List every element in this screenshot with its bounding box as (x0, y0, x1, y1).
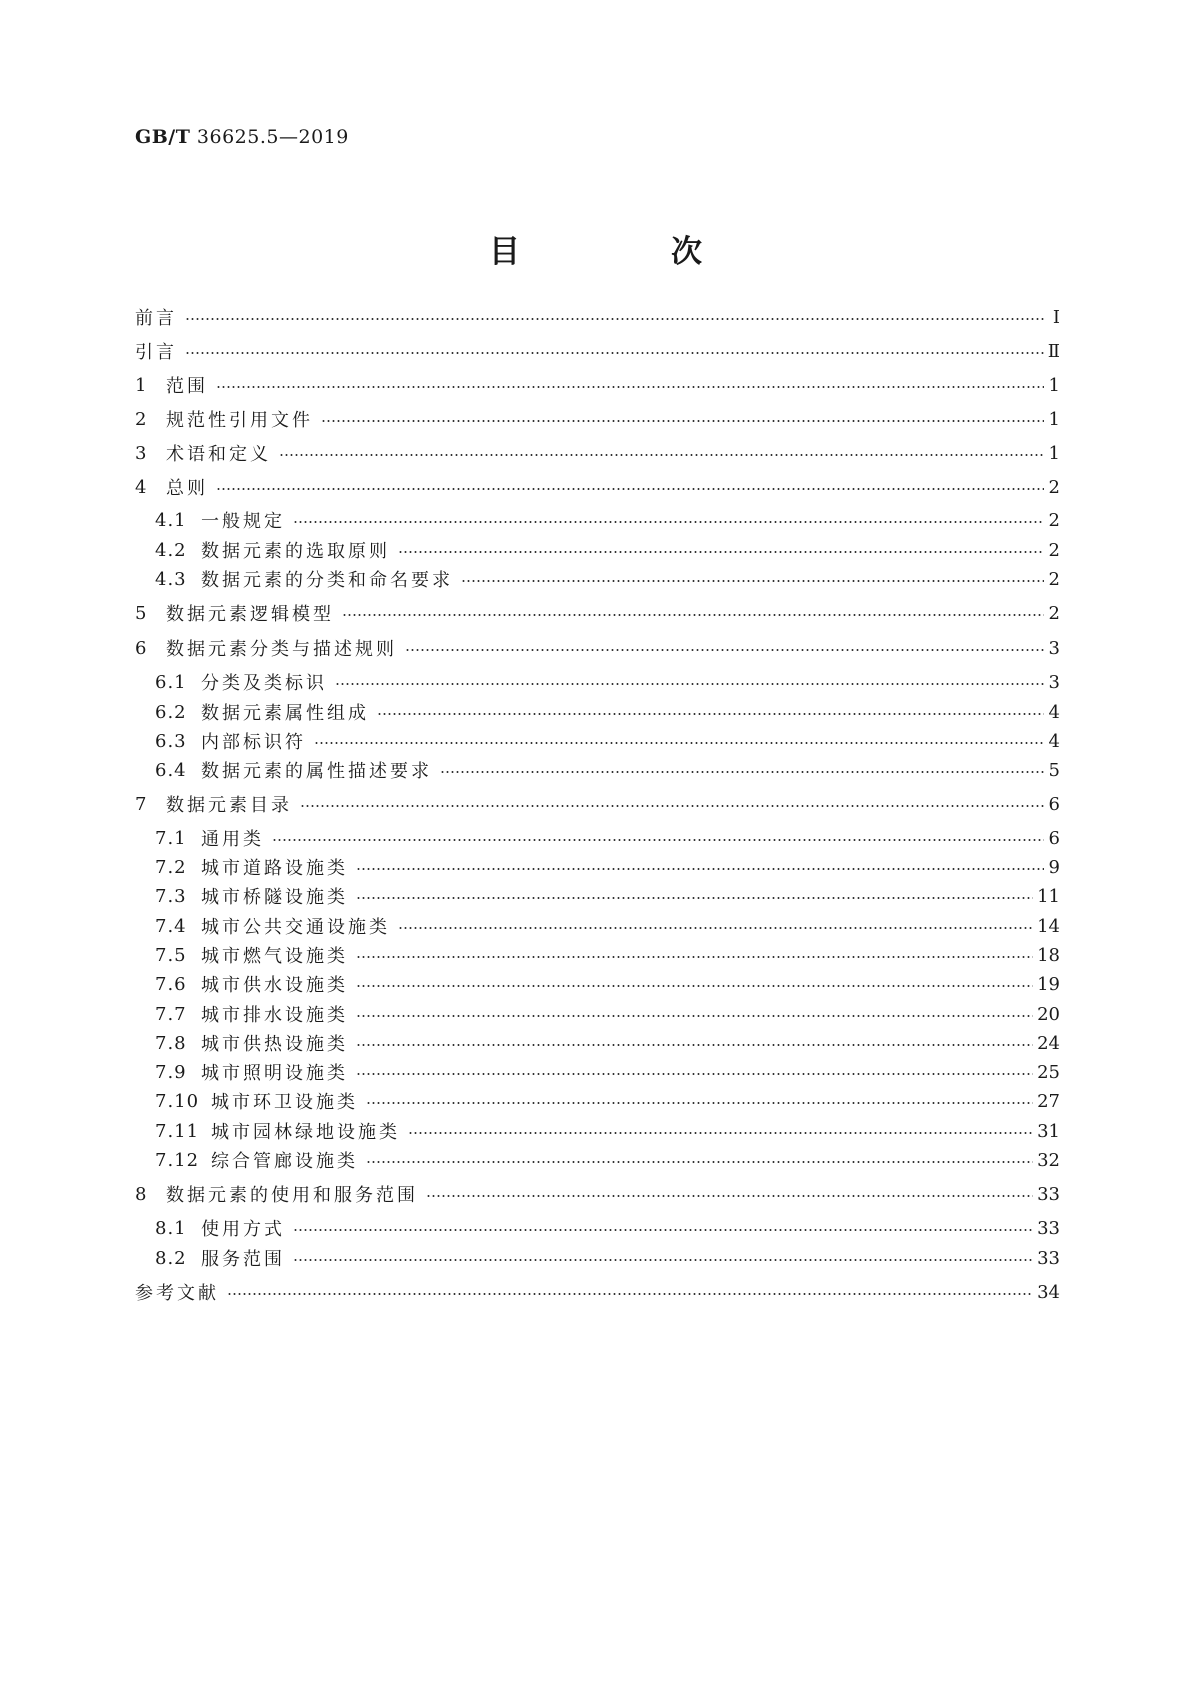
toc-entry-label: 数据元素目录 (166, 795, 292, 816)
toc-dot-leader (272, 839, 1044, 841)
toc-entry-label: 数据元素逻辑模型 (166, 604, 334, 625)
toc-entry-number: 7.5 (155, 944, 187, 966)
toc-entry-page: 33 (1037, 1183, 1060, 1205)
toc-entry-page: 2 (1048, 539, 1060, 561)
toc-entry-number: 5 (135, 602, 148, 624)
toc-entry-page: 3 (1048, 637, 1060, 659)
toc-entry-label: 城市供水设施类 (201, 975, 348, 996)
toc-dot-leader (342, 614, 1044, 616)
toc-entry-number: 7.11 (155, 1120, 200, 1142)
toc-entry-page: 33 (1037, 1247, 1060, 1269)
toc-entry-label: 城市环卫设施类 (211, 1092, 358, 1113)
toc-entry[interactable] (155, 564, 1060, 594)
toc-entry-page: 1 (1048, 408, 1060, 430)
toc-entry-number: 4.3 (155, 568, 187, 590)
toc-dot-leader (216, 386, 1044, 388)
toc-entry[interactable] (155, 1057, 1060, 1087)
standard-prefix: GB/T (135, 126, 191, 148)
toc-dot-leader (356, 1044, 1033, 1046)
toc-dot-leader (408, 1132, 1033, 1134)
toc-entry-page: Ⅰ (1052, 306, 1060, 328)
toc-entry-number: 4.2 (155, 539, 187, 561)
toc-entry[interactable] (155, 1116, 1060, 1146)
toc-entry-page: Ⅱ (1047, 340, 1060, 362)
toc-entry[interactable] (135, 302, 1060, 332)
toc-dot-leader (185, 318, 1044, 320)
standard-number: 36625.5—2019 (196, 126, 349, 148)
toc-dot-leader (356, 1015, 1033, 1017)
toc-entry[interactable] (135, 789, 1060, 819)
toc-entry-page: 9 (1048, 856, 1060, 878)
toc-entry[interactable] (155, 667, 1060, 697)
toc-entry-page: 18 (1037, 944, 1060, 966)
toc-dot-leader (405, 649, 1044, 651)
toc-entry-page: 4 (1048, 701, 1060, 723)
toc-entry-label: 数据元素的属性描述要求 (201, 761, 432, 782)
toc-entry-page: 11 (1037, 885, 1060, 907)
toc-dot-leader (356, 1073, 1033, 1075)
toc-entry-label: 引言 (135, 342, 177, 363)
toc-entry-page: 33 (1037, 1217, 1060, 1239)
toc-entry-page: 1 (1048, 442, 1060, 464)
toc-entry[interactable] (155, 823, 1060, 853)
toc-entry-label: 服务范围 (201, 1249, 285, 1270)
toc-entry[interactable] (155, 505, 1060, 535)
toc-entry-label: 前言 (135, 308, 177, 329)
toc-entry-page: 2 (1048, 509, 1060, 531)
toc-entry-label: 总则 (166, 478, 208, 499)
toc-dot-leader (398, 551, 1044, 553)
toc-entry-page: 1 (1048, 374, 1060, 396)
toc-entry-label: 城市道路设施类 (201, 858, 348, 879)
toc-entry-number: 2 (135, 408, 148, 430)
toc-dot-leader (227, 1293, 1033, 1295)
toc-entry[interactable] (155, 697, 1060, 727)
toc-dot-leader (426, 1195, 1033, 1197)
toc-entry-page: 20 (1037, 1003, 1060, 1025)
toc-entry-label: 参考文献 (135, 1283, 219, 1304)
toc-dot-leader (377, 713, 1044, 715)
toc-entry-number: 7.4 (155, 915, 187, 937)
toc-entry-page: 25 (1037, 1061, 1060, 1083)
toc-entry-label: 规范性引用文件 (166, 410, 313, 431)
toc-entry[interactable] (155, 1145, 1060, 1175)
toc-dot-leader (461, 580, 1044, 582)
toc-entry-number: 7.12 (155, 1149, 200, 1171)
toc-entry-page: 19 (1037, 973, 1060, 995)
toc-dot-leader (356, 956, 1033, 958)
toc-dot-leader (293, 521, 1044, 523)
toc-entry-number: 3 (135, 442, 148, 464)
toc-entry-number: 6.4 (155, 759, 187, 781)
toc-entry-number: 7.8 (155, 1032, 187, 1054)
toc-dot-leader (279, 454, 1044, 456)
toc-entry-number: 8 (135, 1183, 148, 1205)
toc-entry-page: 4 (1048, 730, 1060, 752)
toc-entry[interactable] (155, 755, 1060, 785)
toc-entry-label: 城市供热设施类 (201, 1034, 348, 1055)
toc-entry-label: 城市公共交通设施类 (201, 917, 390, 938)
toc-entry-number: 7.1 (155, 827, 187, 849)
toc-entry-label: 城市照明设施类 (201, 1063, 348, 1084)
toc-entry-label: 术语和定义 (166, 444, 271, 465)
toc-entry-label: 城市排水设施类 (201, 1005, 348, 1026)
toc-entry[interactable] (135, 438, 1060, 468)
toc-entry-label: 城市园林绿地设施类 (211, 1122, 400, 1143)
toc-entry-page: 31 (1037, 1120, 1060, 1142)
toc-entry-label: 数据元素的分类和命名要求 (201, 570, 453, 591)
toc-entry-number: 7.7 (155, 1003, 187, 1025)
toc-entry-number: 4.1 (155, 509, 187, 531)
toc-entry-number: 8.1 (155, 1217, 187, 1239)
toc-dot-leader (366, 1161, 1033, 1163)
toc-entry[interactable] (135, 1179, 1060, 1209)
toc-entry[interactable] (155, 911, 1060, 941)
toc-entry-page: 6 (1048, 793, 1060, 815)
toc-entry[interactable] (155, 852, 1060, 882)
toc-dot-leader (185, 352, 1044, 354)
toc-entry[interactable] (135, 370, 1060, 400)
toc-entry[interactable] (155, 999, 1060, 1029)
toc-dot-leader (356, 868, 1044, 870)
toc-dot-leader (216, 488, 1044, 490)
toc-entry-label: 城市燃气设施类 (201, 946, 348, 967)
toc-entry[interactable] (155, 1213, 1060, 1243)
toc-entry-number: 7.3 (155, 885, 187, 907)
toc-entry-label: 综合管廊设施类 (211, 1151, 358, 1172)
toc-entry-page: 2 (1048, 568, 1060, 590)
toc-entry-number: 7.9 (155, 1061, 187, 1083)
page-title: 目 次 (489, 234, 762, 270)
toc-entry-label: 数据元素的使用和服务范围 (166, 1185, 418, 1206)
toc-entry-page: 14 (1037, 915, 1060, 937)
toc-entry-label: 范围 (166, 376, 208, 397)
toc-dot-leader (300, 805, 1044, 807)
toc-entry-number: 6 (135, 637, 148, 659)
toc-entry[interactable] (155, 940, 1060, 970)
toc-entry-number: 6.1 (155, 671, 187, 693)
toc-entry-label: 使用方式 (201, 1219, 285, 1240)
toc-entry[interactable] (135, 1277, 1060, 1307)
toc-entry-label: 数据元素属性组成 (201, 703, 369, 724)
toc-entry[interactable] (155, 1086, 1060, 1116)
toc-entry[interactable] (135, 336, 1060, 366)
toc-entry-page: 5 (1048, 759, 1060, 781)
standard-code (135, 126, 349, 148)
toc-dot-leader (293, 1229, 1033, 1231)
toc-entry[interactable] (135, 404, 1060, 434)
toc-entry-number: 7 (135, 793, 148, 815)
toc-entry[interactable] (135, 633, 1060, 663)
toc-entry-number: 7.6 (155, 973, 187, 995)
toc-dot-leader (321, 420, 1044, 422)
toc-entry[interactable] (155, 1243, 1060, 1273)
toc-entry[interactable] (135, 472, 1060, 502)
toc-entry-number: 6.2 (155, 701, 187, 723)
toc-dot-leader (356, 985, 1033, 987)
toc-entry-label: 数据元素分类与描述规则 (166, 639, 397, 660)
toc-entry-page: 2 (1048, 476, 1060, 498)
toc-entry-label: 一般规定 (201, 511, 285, 532)
toc-entry-label: 分类及类标识 (201, 673, 327, 694)
toc-entry-number: 7.2 (155, 856, 187, 878)
toc-dot-leader (356, 897, 1033, 899)
toc-entry-label: 数据元素的选取原则 (201, 541, 390, 562)
toc-entry[interactable] (155, 969, 1060, 999)
toc-entry-page: 34 (1037, 1281, 1060, 1303)
toc-entry-label: 内部标识符 (201, 732, 306, 753)
toc-dot-leader (440, 771, 1044, 773)
toc-entry-page: 3 (1048, 671, 1060, 693)
toc-dot-leader (293, 1259, 1033, 1261)
toc-entry-number: 6.3 (155, 730, 187, 752)
toc-entry-page: 6 (1048, 827, 1060, 849)
toc-entry[interactable] (135, 598, 1060, 628)
toc-entry-page: 2 (1048, 602, 1060, 624)
toc-dot-leader (366, 1102, 1033, 1104)
toc-entry-number: 1 (135, 374, 148, 396)
toc-entry-label: 城市桥隧设施类 (201, 887, 348, 908)
toc-entry[interactable] (155, 726, 1060, 756)
toc-entry-page: 32 (1037, 1149, 1060, 1171)
toc-dot-leader (335, 683, 1044, 685)
toc-entry[interactable] (155, 535, 1060, 565)
toc-entry-label: 通用类 (201, 829, 264, 850)
toc-dot-leader (398, 927, 1033, 929)
toc-dot-leader (314, 742, 1044, 744)
toc-entry-page: 24 (1037, 1032, 1060, 1054)
toc-entry-page: 27 (1037, 1090, 1060, 1112)
toc-entry-number: 8.2 (155, 1247, 187, 1269)
toc-entry-number: 7.10 (155, 1090, 200, 1112)
toc-entry-number: 4 (135, 476, 148, 498)
toc-entry[interactable] (155, 1028, 1060, 1058)
toc-entry[interactable] (155, 881, 1060, 911)
